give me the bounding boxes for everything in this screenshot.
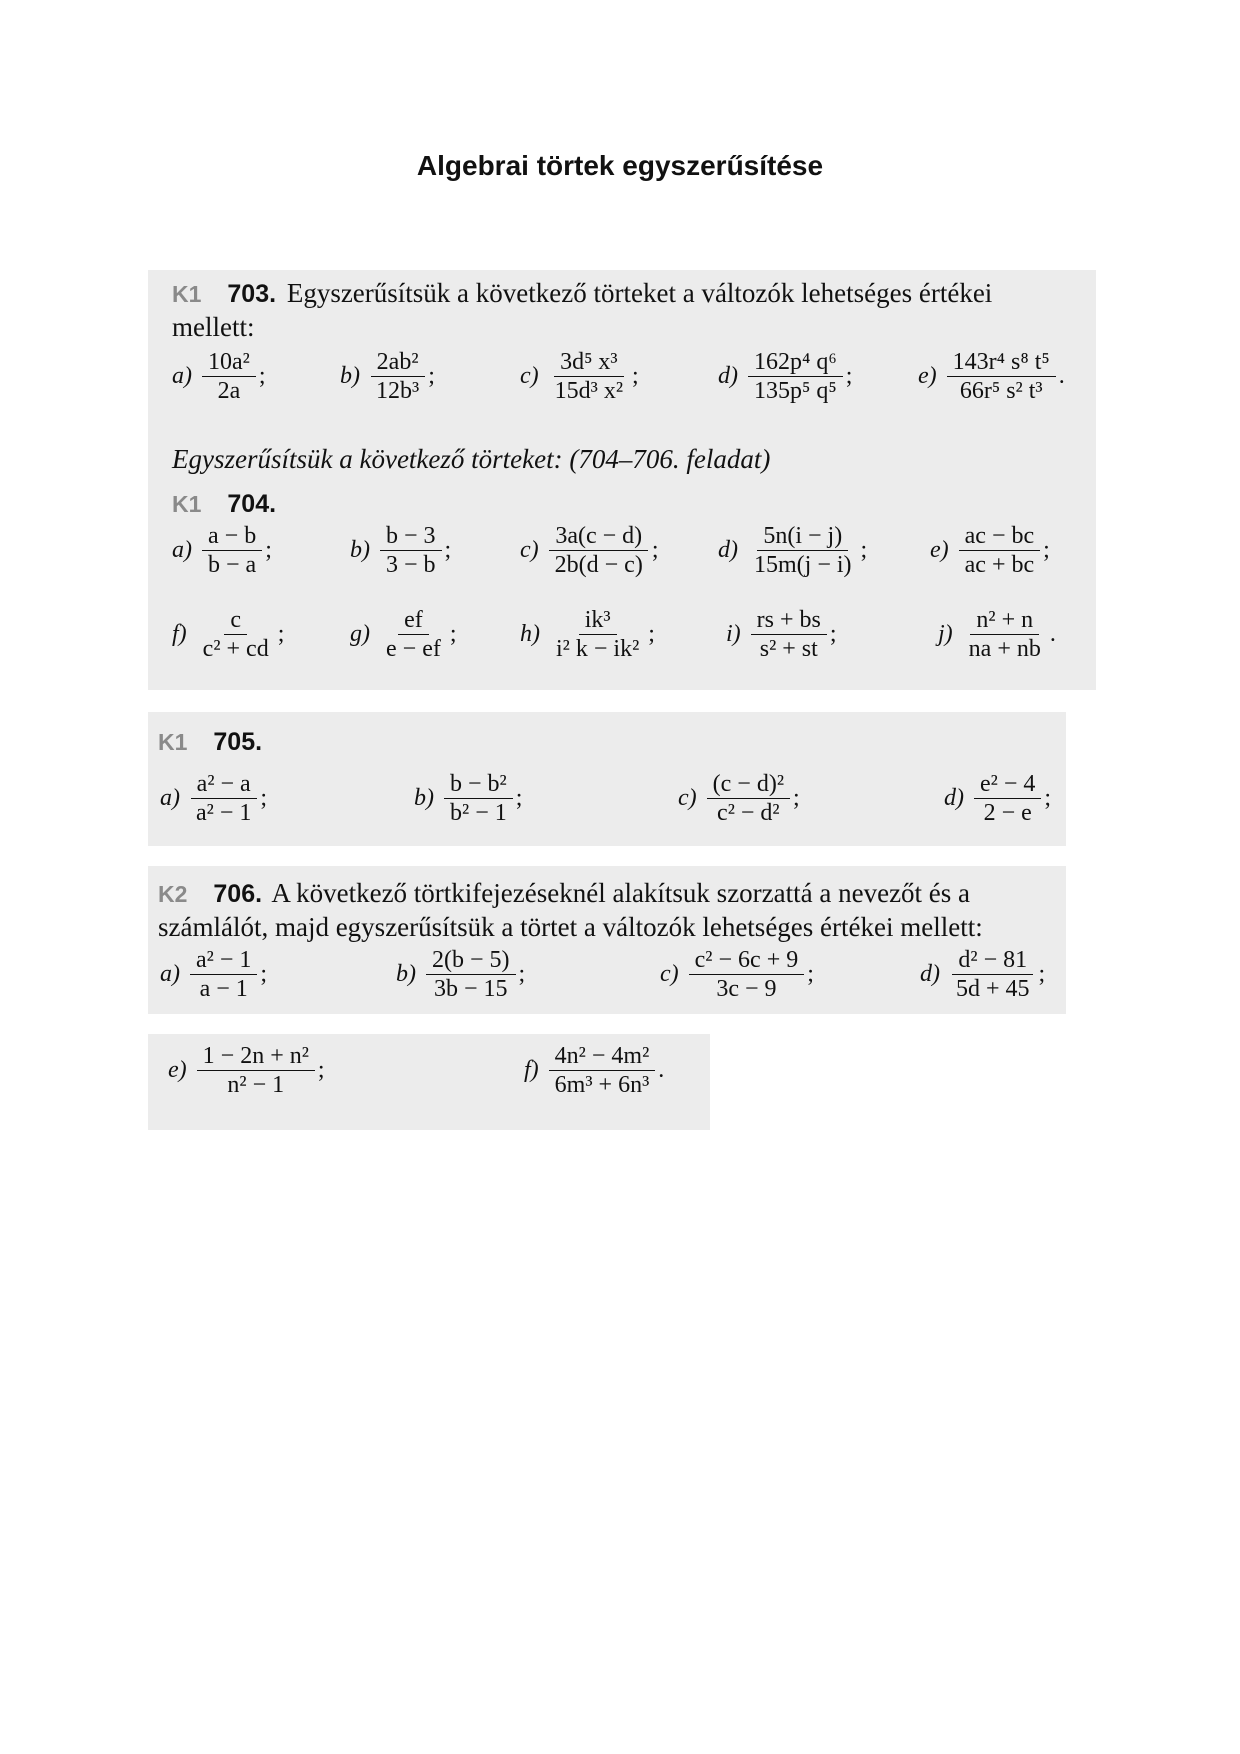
punctuation: .	[1058, 363, 1065, 389]
denominator: 12b³	[376, 378, 420, 404]
denominator: 2 − e	[983, 800, 1032, 826]
scan-block-705	[148, 712, 1066, 846]
item-706-c	[660, 946, 814, 1003]
fraction	[197, 606, 275, 663]
denominator: b − a	[208, 552, 257, 578]
item-706-d	[920, 946, 1045, 1003]
punctuation: .	[1049, 621, 1056, 647]
fraction	[549, 522, 649, 579]
item-705-a	[160, 770, 267, 827]
numerator: n² + n	[970, 606, 1039, 635]
problem-text: Egyszerűsítsük a következő törteket a változók lehetséges értékei	[286, 278, 993, 308]
item-label: a)	[172, 363, 192, 389]
denominator: 135p⁵ q⁵	[754, 378, 837, 404]
item-703-e	[918, 348, 1065, 405]
punctuation: ;	[1044, 785, 1052, 811]
numerator: ik³	[579, 606, 617, 635]
fraction	[751, 606, 827, 663]
fraction	[947, 348, 1056, 405]
numerator: 10a²	[202, 348, 256, 377]
numerator: 5n(i − j)	[757, 522, 848, 551]
fraction	[190, 946, 257, 1003]
punctuation: ;	[1043, 537, 1050, 563]
item-label: c)	[678, 785, 697, 811]
numerator: 3d⁵ x³	[554, 348, 624, 377]
fraction	[959, 522, 1041, 579]
fraction	[380, 606, 447, 663]
punctuation: ;	[444, 537, 452, 563]
fraction	[748, 522, 858, 579]
item-706-e	[168, 1042, 325, 1099]
item-706-a	[160, 946, 267, 1003]
item-704-h	[520, 606, 655, 663]
punctuation: ;	[632, 363, 639, 389]
item-label: e)	[930, 537, 949, 563]
punctuation: ;	[518, 961, 526, 987]
problem-705-header	[158, 722, 266, 761]
punctuation: ;	[277, 621, 285, 647]
item-label: c)	[660, 961, 679, 987]
item-704-a	[172, 522, 272, 579]
denominator: 66r⁵ s² t³	[959, 378, 1043, 404]
item-label: g)	[350, 621, 370, 647]
fraction	[689, 946, 805, 1003]
item-704-b	[350, 522, 451, 579]
problem-number: 706.	[213, 880, 263, 908]
denominator: n² − 1	[227, 1072, 285, 1098]
fraction	[549, 348, 629, 405]
problem-text: A következő törtkifejezéseknél alakítsuk szorzattá a nevezőt és a	[271, 878, 971, 908]
item-label: a)	[160, 961, 180, 987]
level-badge: K1	[172, 491, 202, 517]
numerator: c² − 6c + 9	[689, 946, 805, 975]
fraction	[444, 770, 513, 827]
fraction	[380, 522, 442, 579]
fraction	[370, 348, 425, 405]
numerator: rs + bs	[751, 606, 827, 635]
denominator: e − ef	[386, 636, 441, 662]
denominator: 3c − 9	[716, 976, 777, 1002]
denominator: 6m³ + 6n³	[554, 1072, 650, 1098]
item-705-b	[414, 770, 522, 827]
item-704-f	[172, 606, 284, 663]
denominator: 15m(j − i)	[754, 552, 852, 578]
item-706-f	[524, 1042, 664, 1099]
item-704-j	[938, 606, 1056, 663]
item-label: b)	[396, 961, 416, 987]
numerator: a² − 1	[190, 946, 257, 975]
item-label: d)	[944, 785, 964, 811]
numerator: 162p⁴ q⁶	[748, 348, 843, 377]
problem-number: 703.	[227, 280, 277, 308]
item-label: i)	[726, 621, 741, 647]
fraction	[190, 770, 257, 827]
numerator: 2(b − 5)	[426, 946, 516, 975]
level-badge: K2	[158, 881, 188, 907]
numerator: ac − bc	[959, 522, 1041, 551]
fraction	[963, 606, 1047, 663]
item-label: a)	[160, 785, 180, 811]
fraction	[197, 1042, 315, 1099]
item-705-c	[678, 770, 800, 827]
numerator: b − 3	[380, 522, 442, 551]
punctuation: ;	[260, 961, 268, 987]
numerator: b − b²	[444, 770, 513, 799]
denominator: a − 1	[199, 976, 248, 1002]
denominator: 3 − b	[386, 552, 436, 578]
item-label: e)	[918, 363, 937, 389]
denominator: ac + bc	[964, 552, 1035, 578]
punctuation: ;	[1038, 961, 1046, 987]
item-703-a	[172, 348, 266, 405]
punctuation: ;	[515, 785, 523, 811]
numerator: 1 − 2n + n²	[197, 1042, 315, 1071]
item-704-g	[350, 606, 457, 663]
fraction	[550, 606, 645, 663]
denominator: b² − 1	[450, 800, 507, 826]
numerator: 2ab²	[371, 348, 425, 377]
fraction	[426, 946, 516, 1003]
level-badge: K1	[158, 729, 188, 755]
punctuation: ;	[648, 621, 655, 647]
problem-704-header	[172, 484, 280, 523]
fraction	[707, 770, 790, 827]
item-706-b	[396, 946, 525, 1003]
numerator: 4n² − 4m²	[549, 1042, 656, 1071]
item-label: f)	[524, 1057, 539, 1083]
problem-703-text-line2: mellett:	[172, 312, 255, 342]
punctuation: ;	[260, 785, 268, 811]
page-title: Algebrai törtek egyszerűsítése	[416, 150, 824, 181]
punctuation: .	[658, 1057, 665, 1083]
item-705-d	[944, 770, 1051, 827]
fraction	[549, 1042, 656, 1099]
denominator: a² − 1	[196, 800, 252, 826]
item-label: b)	[340, 363, 360, 389]
numerator: c	[224, 606, 247, 635]
denominator: na + nb	[968, 636, 1041, 662]
level-badge: K1	[172, 281, 202, 307]
problem-703-header	[172, 274, 992, 313]
item-label: d)	[718, 363, 738, 389]
item-704-i	[726, 606, 837, 663]
punctuation: ;	[793, 785, 800, 811]
numerator: 3a(c − d)	[549, 522, 648, 551]
punctuation: ;	[860, 537, 868, 563]
denominator: 2a	[217, 378, 241, 404]
problem-number: 704.	[227, 490, 277, 518]
numerator: (c − d)²	[707, 770, 790, 799]
numerator: d² − 81	[952, 946, 1033, 975]
problem-706-text-line2: számlálót, majd egyszerűsítsük a törtet a változók lehetséges értékei mellett:	[158, 912, 983, 942]
item-label: f)	[172, 621, 187, 647]
punctuation: ;	[807, 961, 814, 987]
instruction-text: Egyszerűsítsük a következő törteket: (704–706. feladat)	[172, 444, 771, 474]
punctuation: ;	[428, 363, 435, 389]
item-label: e)	[168, 1057, 187, 1083]
item-703-b	[340, 348, 435, 405]
denominator: i² k − ik²	[556, 636, 640, 662]
item-704-e	[930, 522, 1050, 579]
denominator: 15d³ x²	[554, 378, 624, 404]
fraction	[202, 348, 256, 405]
item-label: c)	[520, 363, 539, 389]
punctuation: ;	[829, 621, 837, 647]
item-704-c	[520, 522, 659, 579]
item-704-d	[718, 522, 867, 579]
item-label: d)	[920, 961, 940, 987]
numerator: a² − a	[191, 770, 257, 799]
numerator: e² − 4	[974, 770, 1041, 799]
item-label: d)	[718, 537, 738, 563]
fraction	[950, 946, 1036, 1003]
denominator: c² + cd	[202, 636, 269, 662]
problem-number: 705.	[213, 728, 263, 756]
item-label: b)	[350, 537, 370, 563]
punctuation: ;	[845, 363, 853, 389]
punctuation: ;	[651, 537, 659, 563]
punctuation: ;	[449, 621, 457, 647]
item-703-c	[520, 348, 639, 405]
item-label: h)	[520, 621, 540, 647]
denominator: 2b(d − c)	[554, 552, 643, 578]
item-label: c)	[520, 537, 539, 563]
numerator: 143r⁴ s⁸ t⁵	[947, 348, 1056, 377]
item-703-d	[718, 348, 852, 405]
denominator: 5d + 45	[956, 976, 1030, 1002]
fraction	[974, 770, 1041, 827]
item-label: a)	[172, 537, 192, 563]
problem-706-header	[158, 874, 970, 913]
item-label: j)	[938, 621, 953, 647]
punctuation: ;	[258, 363, 266, 389]
item-label: b)	[414, 785, 434, 811]
fraction	[748, 348, 843, 405]
numerator: a − b	[202, 522, 262, 551]
punctuation: ;	[265, 537, 272, 563]
denominator: c² − d²	[717, 800, 780, 826]
punctuation: ;	[317, 1057, 325, 1083]
denominator: 3b − 15	[433, 976, 508, 1002]
numerator: ef	[398, 606, 429, 635]
fraction	[202, 522, 262, 579]
denominator: s² + st	[759, 636, 818, 662]
